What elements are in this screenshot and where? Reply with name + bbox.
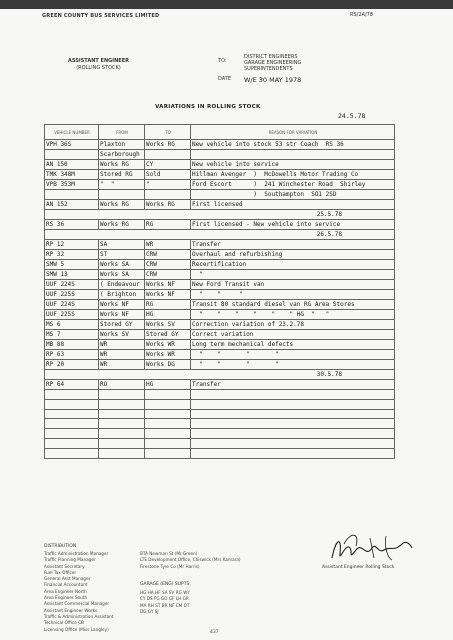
table-row — [45, 170, 395, 180]
distribution-item: General Asst Manager — [44, 576, 91, 582]
cell-to — [145, 390, 191, 400]
table-row — [45, 320, 395, 330]
cell-veh — [45, 419, 99, 429]
garage-codes-line: DG GY SJ — [140, 608, 159, 614]
table-row — [45, 300, 395, 310]
date-separator: 25.5.78 — [45, 210, 395, 220]
to-line-2: GARAGE ENGINEERING — [244, 60, 302, 66]
col-header-from: FROM — [99, 125, 145, 140]
cell-veh: UUF 225S — [45, 310, 99, 320]
handwritten-signature — [326, 528, 416, 568]
cell-veh — [45, 150, 99, 160]
cell-veh: AN 150 — [45, 160, 99, 170]
cell-from: Plaxton — [99, 140, 145, 150]
variations-table — [44, 124, 395, 459]
cell-from: WR — [99, 340, 145, 350]
distribution-item: Assistant Secretary — [44, 563, 85, 569]
cell-to — [145, 429, 191, 439]
cell-from: Stored RG — [99, 170, 145, 180]
garage-codes-line: MA RH ST BR NF CM DT — [140, 602, 190, 608]
distribution-item: Financial Accountant — [44, 582, 88, 588]
cell-reason: " " " — [191, 290, 395, 300]
cell-from: ( Brighton — [99, 290, 145, 300]
cell-to: CY — [145, 160, 191, 170]
table-row — [45, 240, 395, 250]
table-row — [45, 180, 395, 190]
cell-from — [99, 438, 145, 448]
cell-to — [145, 438, 191, 448]
table-row — [45, 190, 395, 200]
distribution-item: Traffic Planning Manager — [44, 557, 96, 563]
cell-to: " — [145, 180, 191, 190]
cell-veh: SMW 5 — [45, 260, 99, 270]
cell-reason: Hillman Avenger ) McDowells Motor Trading Co — [191, 170, 395, 180]
cell-from — [99, 429, 145, 439]
company-name: GREEN COUNTY BUS SERVICES LIMITED — [42, 13, 160, 19]
table-body — [45, 140, 395, 459]
scan-edge-bar — [0, 0, 453, 9]
cell-to: CRW — [145, 270, 191, 280]
cell-from — [99, 390, 145, 400]
cell-reason: New Ford Transit van — [191, 280, 395, 290]
garage-codes-line: HG HA HF SA SV RG WY — [140, 590, 190, 595]
from-line-2: (ROLLING STOCK) — [76, 65, 121, 71]
cell-from: Works SV — [99, 330, 145, 340]
distribution-item: Firestone Tyre Co (Mr Harris) — [140, 563, 200, 569]
date-separator-row — [45, 230, 395, 240]
distribution-item: Fuel Tax Officer — [44, 569, 77, 575]
from-line-1: ASSISTANT ENGINEER — [68, 58, 129, 64]
to-block — [244, 54, 301, 72]
table-row — [45, 350, 395, 360]
cell-reason — [191, 419, 395, 429]
table-row — [45, 260, 395, 270]
cell-to: Works WR — [145, 350, 191, 360]
cell-reason: New vehicle into service — [191, 160, 395, 170]
cell-to — [145, 399, 191, 409]
distribution-item: BTA Newman St (Mr Green) — [140, 551, 198, 556]
cell-to: Works DG — [145, 360, 191, 370]
cell-from: SA — [99, 240, 145, 250]
cell-veh — [45, 399, 99, 409]
cell-veh: UUF 224S — [45, 280, 99, 290]
cell-from: Works RG — [99, 220, 145, 230]
cell-veh: RP 63 — [45, 350, 99, 360]
cell-to: Works NF — [145, 290, 191, 300]
cell-reason: Overhaul and refurbishing — [191, 250, 395, 260]
cell-reason: New vehicle into stock 53 str Coach RS 36 — [191, 140, 395, 150]
cell-veh: RP 20 — [45, 360, 99, 370]
cell-veh: MB 88 — [45, 340, 99, 350]
cell-from: Works SA — [99, 260, 145, 270]
cell-reason: Ford Escort ) 241 Winchester Road Shirley — [191, 180, 395, 190]
to-line-1: DISTRICT ENGINEERS — [244, 54, 298, 60]
cell-to: RG — [145, 220, 191, 230]
distribution-item: Traffic & Administration Assistant — [44, 613, 114, 619]
cell-to: Sold — [145, 170, 191, 180]
cell-to: WR — [145, 240, 191, 250]
table-row — [45, 310, 395, 320]
table-row — [45, 429, 395, 439]
table-row — [45, 270, 395, 280]
cell-from: Works SA — [99, 270, 145, 280]
cell-to: RG — [145, 300, 191, 310]
cell-from — [99, 448, 145, 458]
cell-reason: Transfer — [191, 240, 395, 250]
table-row — [45, 250, 395, 260]
cell-to: HG — [145, 310, 191, 320]
cell-from: Stored GY — [99, 320, 145, 330]
document-title: VARIATIONS IN ROLLING STOCK — [155, 104, 261, 110]
cell-from: Scarborough — [99, 150, 145, 160]
garage-codes-line: CY DS FG GO GF LH GR — [140, 596, 189, 602]
table-row — [45, 290, 395, 300]
table-row — [45, 360, 395, 370]
cell-from — [99, 399, 145, 409]
cell-to: Stored GY — [145, 330, 191, 340]
cell-veh — [45, 448, 99, 458]
cell-reason: " — [191, 270, 395, 280]
cell-veh: RP 12 — [45, 240, 99, 250]
cell-from — [99, 409, 145, 419]
cell-veh: RP 32 — [45, 250, 99, 260]
cell-from: ST — [99, 250, 145, 260]
cell-reason: " " " " " " HG " " — [191, 310, 395, 320]
distribution-item: LTE Development Office, Chiswick (Mrs Kamara) — [140, 557, 241, 563]
cell-to: HG — [145, 380, 191, 390]
distribution-item: Traffic Administration Manager — [44, 551, 109, 556]
table-row — [45, 380, 395, 390]
garages-list — [140, 590, 190, 615]
cell-veh: RP 64 — [45, 380, 99, 390]
distribution-item: Area Engineer South — [44, 595, 88, 601]
cell-reason: First licensed - New vehicle into service — [191, 220, 395, 230]
cell-from: RO — [99, 380, 145, 390]
cell-veh: SMW 13 — [45, 270, 99, 280]
cell-veh: UUF 224S — [45, 300, 99, 310]
cell-veh — [45, 438, 99, 448]
cell-reason — [191, 409, 395, 419]
cell-veh — [45, 390, 99, 400]
date-label: DATE — [218, 76, 232, 82]
cell-from: WR — [99, 360, 145, 370]
cell-reason: " " " " — [191, 360, 395, 370]
cell-reason — [191, 399, 395, 409]
cell-reason — [191, 429, 395, 439]
garages-label: GARAGE (ENG) SUPTS. — [140, 582, 191, 587]
cell-to — [145, 150, 191, 160]
cell-from: ( Endeavour — [99, 280, 145, 290]
cell-from: Works NF — [99, 300, 145, 310]
cell-to: Works RG — [145, 200, 191, 210]
distribution-label: DISTRIBUTION — [44, 544, 77, 549]
cell-veh: VPH 36S — [45, 140, 99, 150]
distribution-list-internal — [44, 551, 114, 633]
distribution-item: Assistant Commercial Manager — [44, 601, 110, 607]
cell-to — [145, 419, 191, 429]
cell-veh: MS 6 — [45, 320, 99, 330]
cell-reason: Recertification — [191, 260, 395, 270]
table-row — [45, 438, 395, 448]
col-header-vehicle: VEHICLE NUMBER — [45, 125, 99, 140]
cell-from: " " — [99, 180, 145, 190]
cell-reason — [191, 448, 395, 458]
cell-to: Works WR — [145, 340, 191, 350]
cell-from: Works NF — [99, 310, 145, 320]
cell-to — [145, 190, 191, 200]
cell-veh: RS 36 — [45, 220, 99, 230]
table-row — [45, 200, 395, 210]
cell-veh — [45, 409, 99, 419]
cell-to: Works SV — [145, 320, 191, 330]
to-line-3: SUPERINTENDENTS — [244, 66, 293, 72]
cell-reason: ) Southampton SO1 2SD — [191, 190, 395, 200]
table-row — [45, 140, 395, 150]
distribution-item: Licensing Office (Miss Langley) — [44, 626, 109, 632]
cell-from: Works RG — [99, 200, 145, 210]
table-row — [45, 448, 395, 458]
date-separator: 30.5.78 — [45, 370, 395, 380]
table-row — [45, 419, 395, 429]
cell-veh — [45, 190, 99, 200]
cell-reason: Correct variation — [191, 330, 395, 340]
table-row — [45, 340, 395, 350]
cell-from — [99, 419, 145, 429]
col-header-reason: REASON FOR VARIATION — [191, 125, 395, 140]
table-row — [45, 150, 395, 160]
cell-to — [145, 448, 191, 458]
table-row — [45, 160, 395, 170]
cell-veh — [45, 429, 99, 439]
cell-veh: TMK 348M — [45, 170, 99, 180]
cell-reason: " " " " — [191, 350, 395, 360]
reference-number: RS/2A/78 — [350, 12, 373, 18]
table-row — [45, 220, 395, 230]
to-label: TO: — [218, 58, 227, 64]
date-separator-row — [45, 370, 395, 380]
cell-veh: AN 152 — [45, 200, 99, 210]
cell-to: Works RG — [145, 140, 191, 150]
report-date: 24.5.78 — [338, 112, 366, 120]
table-header-row — [45, 125, 395, 140]
cell-reason: First licensed — [191, 200, 395, 210]
distribution-item: Assistant Engineer Works — [44, 607, 98, 613]
cell-to: CRW — [145, 250, 191, 260]
cell-reason — [191, 150, 395, 160]
date-separator-row — [45, 210, 395, 220]
col-header-to: TO — [145, 125, 191, 140]
page-number: 437 — [210, 630, 219, 635]
cell-from: Works RG — [99, 160, 145, 170]
cell-from — [99, 190, 145, 200]
cell-to: CRW — [145, 260, 191, 270]
table-row — [45, 330, 395, 340]
date-value: W/E 30 MAY 1978 — [244, 76, 302, 84]
distribution-item: Area Engineer North — [44, 588, 87, 594]
table-row — [45, 399, 395, 409]
cell-to: Works NF — [145, 280, 191, 290]
cell-reason: Correction variation of 23.2.78 — [191, 320, 395, 330]
signoff-title: Assistant Engineer Rolling Stock — [322, 565, 395, 570]
cell-to — [145, 409, 191, 419]
distribution-item: Technical Office CB — [44, 620, 84, 626]
table-row — [45, 409, 395, 419]
cell-veh: UUF 225S — [45, 290, 99, 300]
cell-veh: MS 7 — [45, 330, 99, 340]
cell-reason — [191, 390, 395, 400]
cell-reason: Transit 80 standard diesel van RG Area Stores — [191, 300, 395, 310]
cell-reason — [191, 438, 395, 448]
distribution-list-external — [140, 551, 241, 570]
from-block — [68, 58, 129, 72]
table-row — [45, 390, 395, 400]
date-separator: 26.5.78 — [45, 230, 395, 240]
cell-reason: Long term mechanical defects — [191, 340, 395, 350]
cell-veh: VPB 353M — [45, 180, 99, 190]
cell-reason: Transfer — [191, 380, 395, 390]
table-row — [45, 280, 395, 290]
cell-from: WR — [99, 350, 145, 360]
